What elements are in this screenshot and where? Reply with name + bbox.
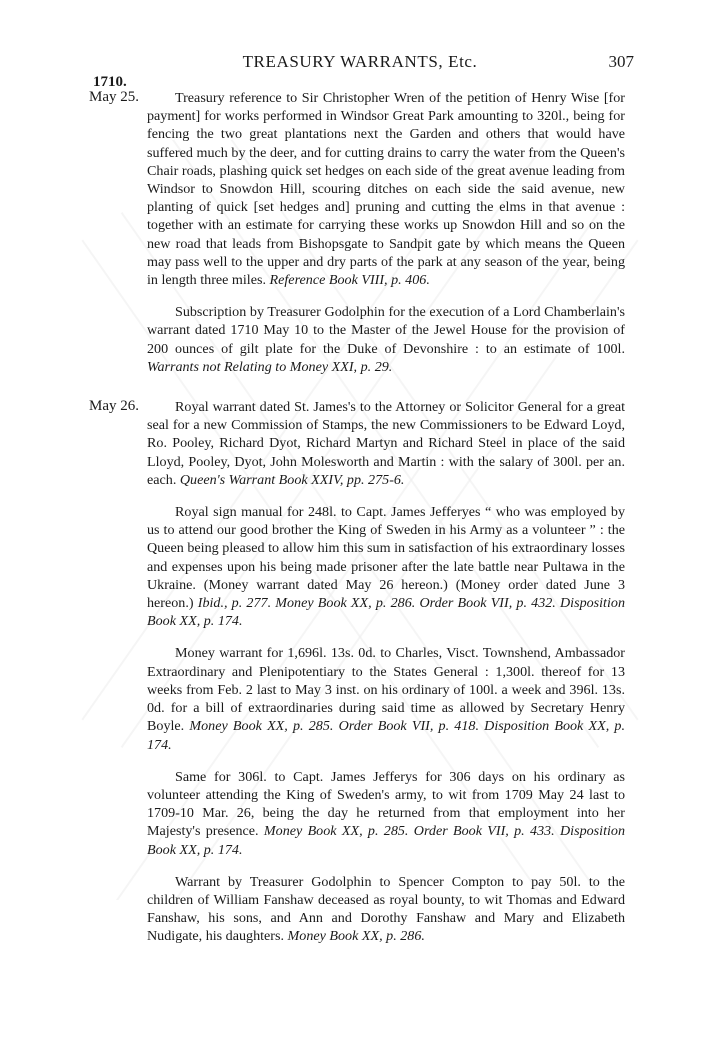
entry [0, 398, 720, 489]
page-header [0, 52, 720, 76]
entry [0, 644, 720, 753]
entry-paragraph [147, 398, 625, 489]
entry-text: Warrant by Treasurer Godolphin to Spencer Compton to pay 50l. to the children of William Fanshaw deceased as royal bounty, to wit Thomas and Edward Fanshaw, his sons, and Ann and Dorothy Fanshaw and Mary and Elizabeth Nudigate, his daughters. [147, 873, 625, 945]
entry-paragraph [147, 873, 625, 946]
entry-reference: Money Book XX, p. 285. Order Book VII, p. 433. Disposition Book XX, p. 174. [147, 823, 625, 858]
page-number: 307 [608, 52, 634, 71]
entry-text: Money warrant for 1,696l. 13s. 0d. to Charles, Visct. Townshend, Ambassador Extraordinary and Plenipotentiary to the States General : 1,300l. thereof for 13 weeks from Feb. 2 last to May 3 inst. on his ordinary of 100l. a week and 396l. 13s. 0d. for a bill of extraordinaries during said time as allowed by Secretary Henry Boyle. [147, 645, 625, 735]
entry-paragraph [147, 768, 625, 859]
margin-year: 1710. [93, 74, 127, 90]
entry-paragraph [147, 503, 625, 630]
entry-text: Royal warrant dated St. James's to the Attorney or Solicitor General for a great seal for a new Commission of Stamps, the new Commissioners to be Edward Loyd, Ro. Pooley, Richard Dyot, Richard Martyn and Richard Steel in place of the said Lloyd, Pooley, Dyot, John Molesworth and Martin : with the salary of 300l. per an. each. [147, 399, 625, 488]
entry-text: Subscription by Treasurer Godolphin for the execution of a Lord Chamberlain's warrant dated 1710 May 10 to the Master of the Jewel House for the provision of 200 ounces of gilt plate for the Duke of Devonshire : to an estimate of 100l. [147, 304, 625, 357]
entry-reference: Warrants not Relating to Money XXI, p. 29. [147, 358, 393, 375]
entry [0, 303, 720, 376]
entry-text: Royal sign manual for 248l. to Capt. James Jefferyes “ who was employed by us to attend our good brother the King of Sweden in his Army as a volunteer ” : the Queen being pleased to allow him this sum in satisfaction of his extraordinary losses and expenses upon his being made prisoner after the late battle near Pultawa in the Ukraine. (Money warrant dated May 26 hereon.) (Money order dated June 3 hereon.) [147, 504, 625, 612]
entry [0, 89, 720, 289]
entry-text: Same for 306l. to Capt. James Jefferys for 306 days on his ordinary as volunteer attending the King of Sweden's army, to wit from 1709 May 24 last to 1709-10 Mar. 26, being the day he returned from that employment into her Majesty's presence. [147, 768, 625, 840]
entry-reference: Queen's Warrant Book XXIV, pp. 275-6. [179, 471, 405, 488]
entry-paragraph [147, 89, 625, 289]
document-body [0, 89, 720, 946]
entry-paragraph [147, 644, 625, 753]
running-head: TREASURY WARRANTS, Etc. [242, 52, 478, 71]
entry-reference: Reference Book VIII, p. 406. [269, 272, 430, 289]
entry-text: Treasury reference to Sir Christopher Wren of the petition of Henry Wise [for payment] for works performed in Windsor Great Park amounting to 320l., being for fencing the two great plantations next the Garden and others that would have suffered much by the deer, and for cutting drains to carry the water from the Queen's Chair roads, plashing quick set hedges on each side of the great avenue leading from Windsor to Snowdon Hill, scouring ditches on each side the said avenue, new planting of quick [set hedges and] pruning and cutting the elms in that avenue : together with an estimate for carrying these works up Snowdon Hill and so on the new road that leads from Bishopsgate to Sandpit gate by which means the Queen may pass well to the upper and dry parts of the park at any season of the year, being in length three miles. [147, 90, 625, 289]
entry-paragraph [147, 303, 625, 376]
margin-date: May 26. [89, 398, 139, 415]
margin-date: May 25. [89, 89, 139, 105]
entry-reference: Ibid., p. 277. Money Book XX, p. 286. Order Book VII, p. 432. Disposition Book XX, p. 174. [147, 595, 625, 630]
entry [0, 768, 720, 859]
entry [0, 503, 720, 630]
entry-reference: Money Book XX, p. 285. Order Book VII, p. 418. Disposition Book XX, p. 174. [147, 718, 625, 753]
entry-reference: Money Book XX, p. 286. [287, 928, 425, 945]
entry [0, 873, 720, 946]
